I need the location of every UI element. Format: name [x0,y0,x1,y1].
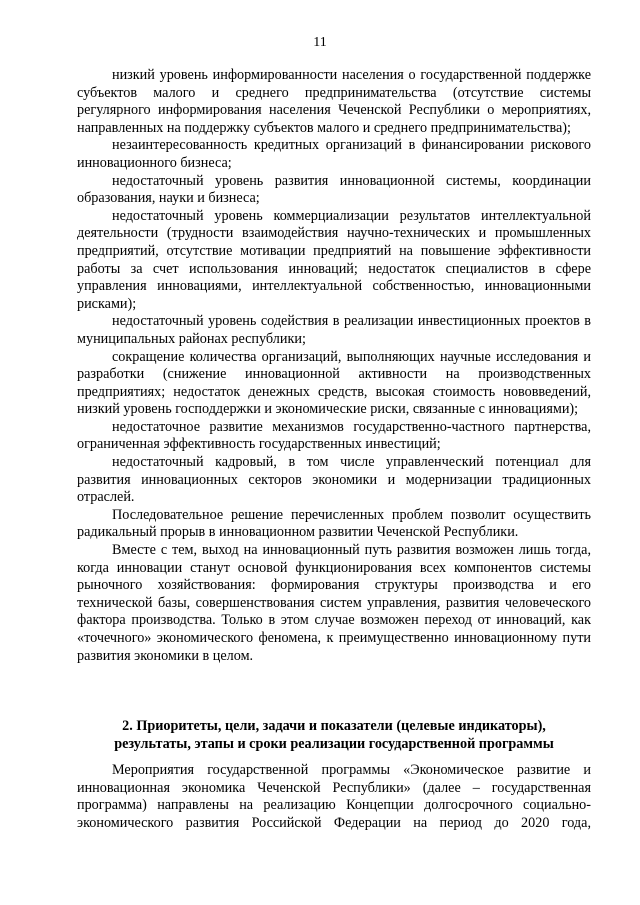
paragraph: Последовательное решение перечисленных проблем позволит осуществить радикальный прорыв в инновационном развитии Чеченской Республики. [77,506,591,541]
section-body [77,762,591,832]
section-heading-line: 2. Приоритеты, цели, задачи и показатели (целевые индикаторы), [122,718,546,734]
list-item: недостаточное развитие механизмов государственно-частного партнерства, ограниченная эффективность государственных инвестиций; [77,418,591,453]
list-item: незаинтересованность кредитных организаций в финансировании рискового инновационного бизнеса; [77,137,591,171]
list-item: недостаточный уровень содействия в реализации инвестиционных проектов в муниципальных районах республики; [77,313,591,347]
section-heading-line: результаты, этапы и сроки реализации государственной программы [114,735,554,752]
list-item: недостаточный уровень развития инновационной системы, координации образования, науки и бизнеса; [77,172,591,207]
list-item: недостаточный кадровый, в том числе управленческий потенциал для развития инновационных секторов экономики и модернизации традиционных отраслей. [77,454,591,506]
list-item: низкий уровень информированности населения о государственной поддержке субъектов малого и среднего предпринимательства (отсутствие системы регулярного информирования населения Чеченской Республики о мероприятиях, направленных на поддержку субъектов малого и среднего предпринимательства); [77,67,591,136]
list-item: недостаточный уровень коммерциализации результатов интеллектуальной деятельности (трудности взаимодействия научно-технических и промышленных предприятий, отсутствие мотивации предприятий на повышение эффективности работы за счет использования инноваций; недостаток специалистов в сфере управления инновациями, интеллектуальной собственностью, инновационными рисками); [77,207,591,312]
page-number: 11 [313,35,327,50]
section-heading [77,718,591,753]
paragraph: Вместе с тем, выход на инновационный путь развития возможен лишь тогда, когда инновации станут основой функционирования всех компонентов системы рыночного хозяйствования: формирования структуры производства и его технической базы, совершенствования систем управления, развития человеческого фактора производства. Только в этом случае возможен переход от инноваций, как «точечного» экономического феномена, к преимущественно инновационному пути развития экономики в целом. [77,542,591,664]
problems-section [77,67,591,665]
paragraph: Мероприятия государственной программы «Экономическое развитие и инновационная экономика Чеченской Республики» (далее – государственная программа) направлены на реализацию Концепции долгосрочного социально-экономического развития Российской Федерации на период до 2020 года, [77,762,591,831]
list-item: сокращение количества организаций, выполняющих научные исследования и разработки (снижение инновационной активности на производственных предприятиях; недостаток денежных средств, высокая стоимость нововведений, низкий уровень господдержки и экономические риски, связанные с инновациями); [77,348,591,418]
